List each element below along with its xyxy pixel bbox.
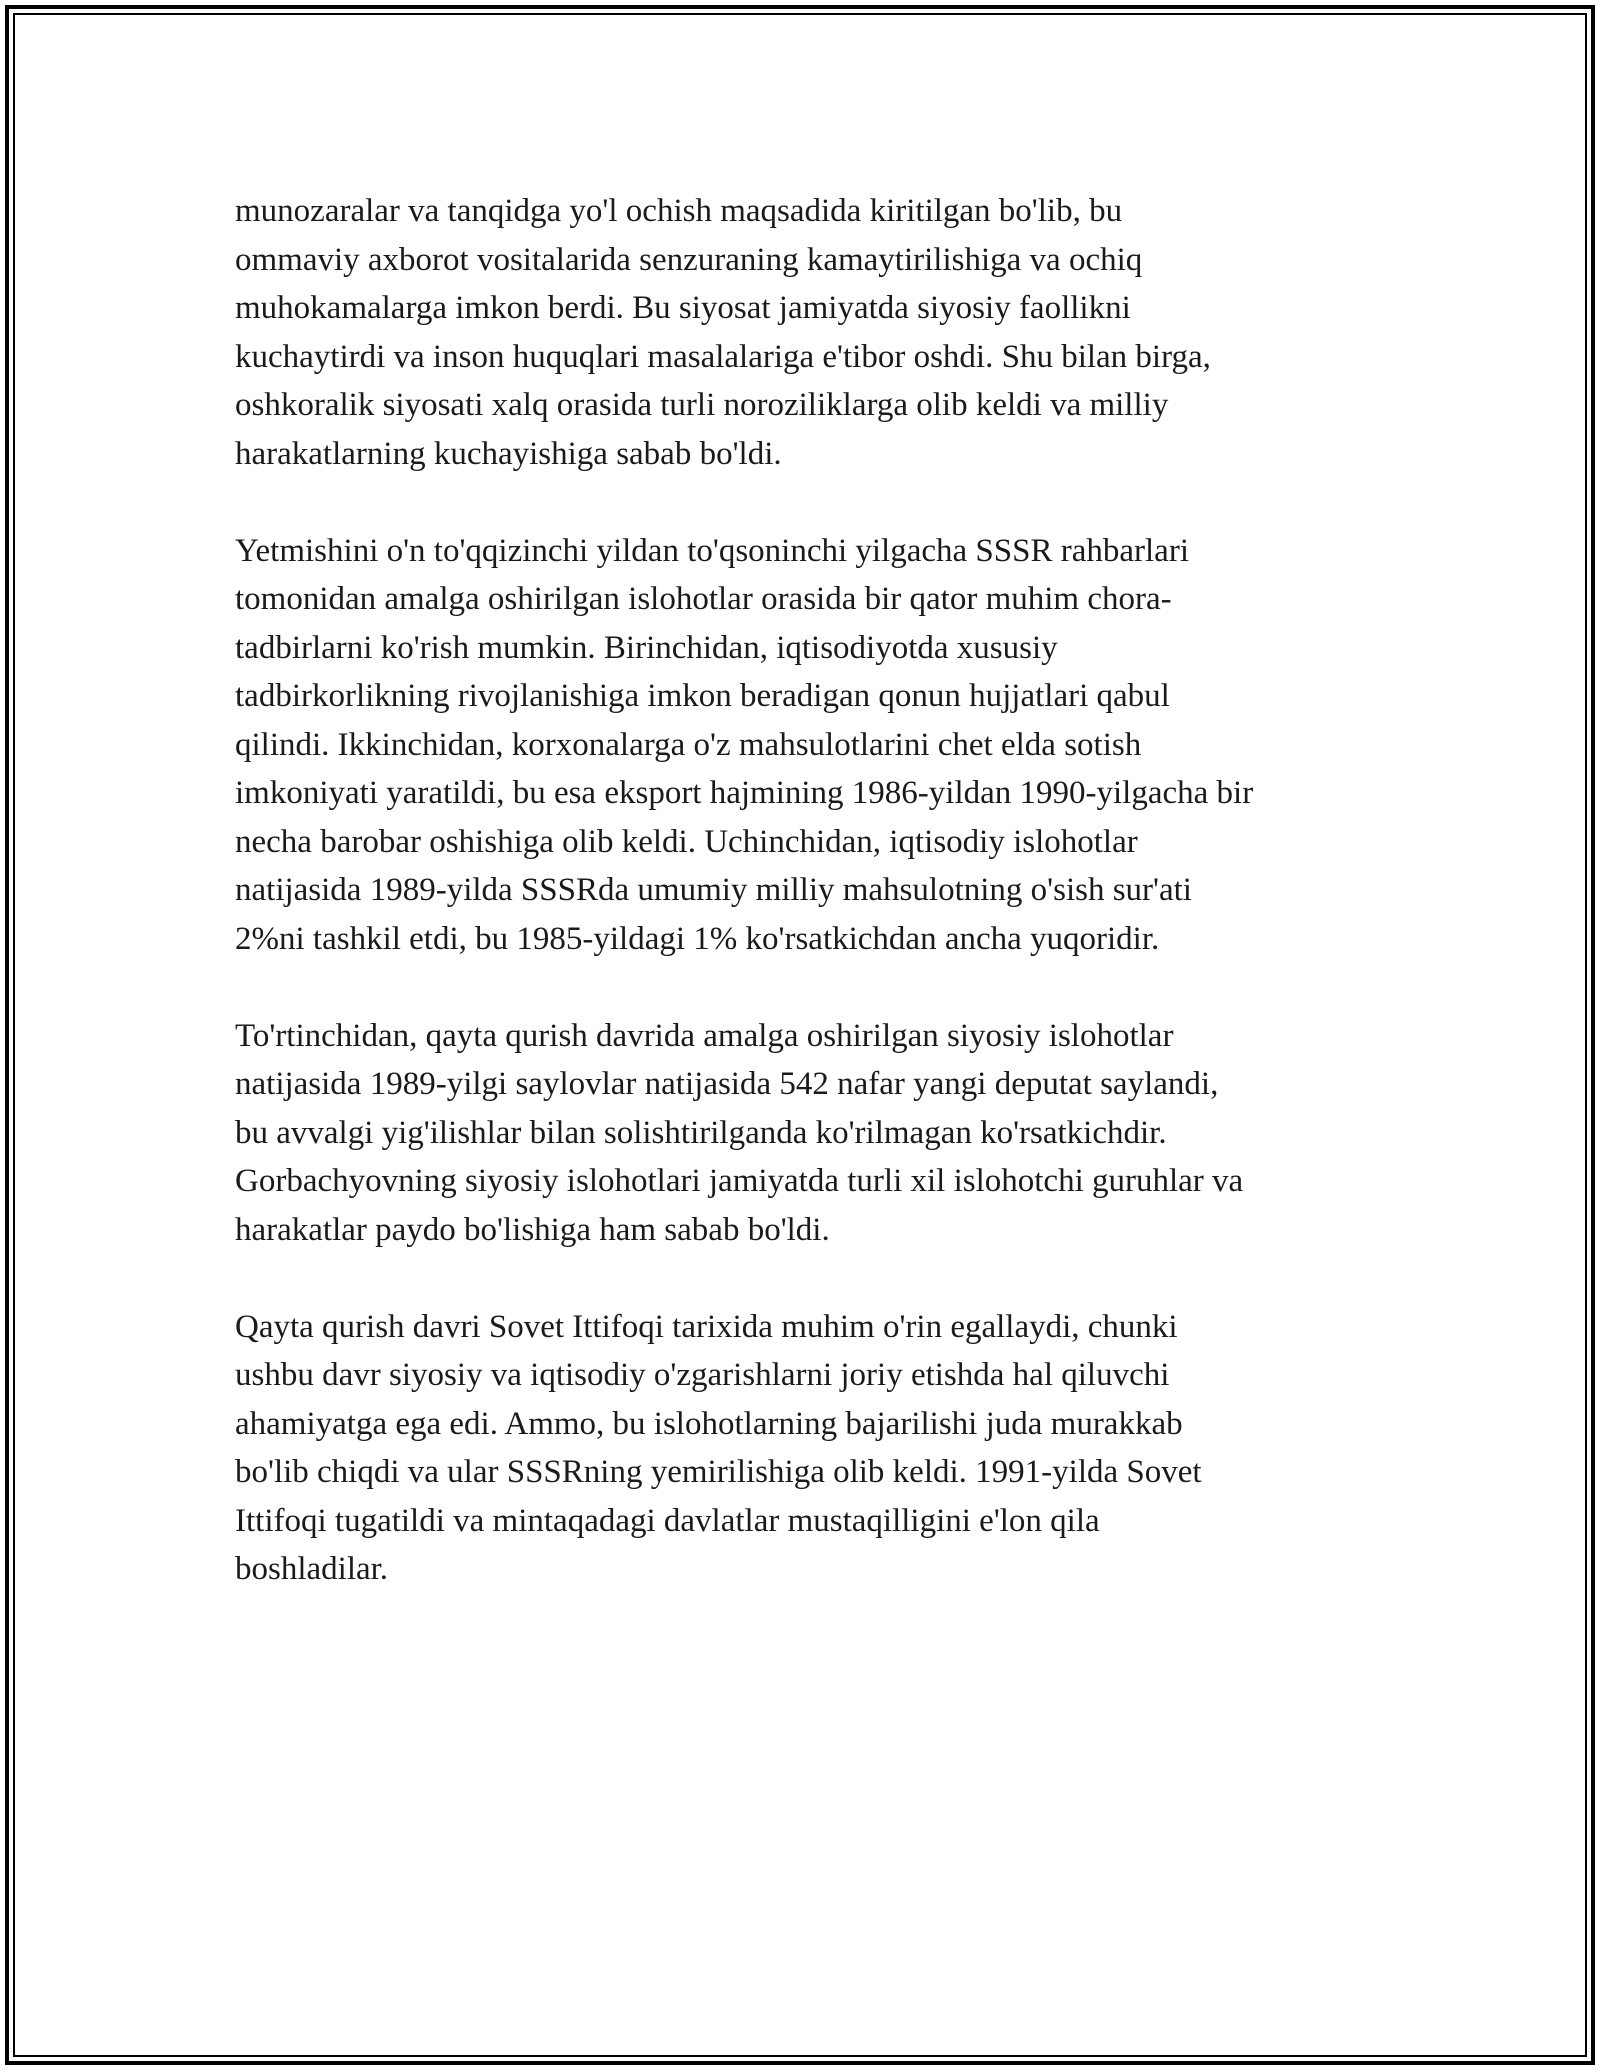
text-line: Yetmishini o'n to'qqizinchi yildan to'qsoninchi yilgacha SSSR rahbarlari xyxy=(235,532,1189,569)
text-line: oshkoralik siyosati xalq orasida turli noroziliklarga olib keldi va milliy xyxy=(235,387,1169,423)
text-line: qilindi. Ikkinchidan, korxonalarga o'z mahsulotlarini chet elda sotish xyxy=(235,726,1142,763)
text-line: muhokamalarga imkon berdi. Bu siyosat jamiyatda siyosiy faollikni xyxy=(235,290,1131,326)
paragraph-3 xyxy=(235,1012,1395,1255)
text-line: necha barobar oshishiga olib keldi. Uchinchidan, iqtisodiy islohotlar xyxy=(235,823,1138,860)
text-line: bo'lib chiqdi va ular SSSRning yemirilishiga olib keldi. 1991-yilda Sovet xyxy=(235,1454,1202,1490)
paragraph-1 xyxy=(235,187,1395,478)
text-line: ahamiyatga ega edi. Ammo, bu islohotlarning bajarilishi juda murakkab xyxy=(235,1405,1183,1442)
text-line: natijasida 1989-yilgi saylovlar natijasida 542 nafar yangi deputat saylandi, xyxy=(235,1066,1219,1102)
text-line: harakatlarning kuchayishiga sabab bo'ldi. xyxy=(235,435,782,472)
text-line: 2%ni tashkil etdi, bu 1985-yildagi 1% ko'rsatkichdan ancha yuqoridir. xyxy=(235,920,1160,957)
text-line: Ittifoqi tugatildi va mintaqadagi davlatlar mustaqilligini e'lon qila xyxy=(235,1502,1100,1539)
document-body xyxy=(235,187,1395,1642)
text-line: tadbirkorlikning rivojlanishiga imkon beradigan qonun hujjatlari qabul xyxy=(235,678,1170,714)
paragraph-4 xyxy=(235,1303,1395,1594)
text-line: To'rtinchidan, qayta qurish davrida amalga oshirilgan siyosiy islohotlar xyxy=(235,1017,1174,1054)
text-line: bu avvalgi yig'ilishlar bilan solishtirilganda ko'rilmagan ko'rsatkichdir. xyxy=(235,1114,1167,1151)
text-line: Gorbachyovning siyosiy islohotlari jamiyatda turli xil islohotchi guruhlar va xyxy=(235,1163,1244,1199)
text-line: boshladilar. xyxy=(235,1551,389,1587)
text-line: ushbu davr siyosiy va iqtisodiy o'zgarishlarni joriy etishda hal qiluvchi xyxy=(235,1357,1170,1393)
paragraph-2 xyxy=(235,527,1395,964)
text-line: Qayta qurish davri Sovet Ittifoqi tarixida muhim o'rin egallaydi, chunki xyxy=(235,1308,1178,1345)
text-line: tadbirlarni ko'rish mumkin. Birinchidan, iqtisodiyotda xususiy xyxy=(235,629,1058,666)
text-line: harakatlar paydo bo'lishiga ham sabab bo'ldi. xyxy=(235,1211,830,1248)
text-line: tomonidan amalga oshirilgan islohotlar orasida bir qator muhim chora- xyxy=(235,581,1172,617)
text-line: ommaviy axborot vositalarida senzuraning kamaytirilishiga va ochiq xyxy=(235,241,1143,278)
text-line: kuchaytirdi va inson huquqlari masalalariga e'tibor oshdi. Shu bilan birga, xyxy=(235,338,1211,375)
text-line: imkoniyati yaratildi, bu esa eksport hajmining 1986-yildan 1990-yilgacha bir xyxy=(235,775,1254,811)
text-line: natijasida 1989-yilda SSSRda umumiy milliy mahsulotning o'sish sur'ati xyxy=(235,872,1192,908)
text-line: munozaralar va tanqidga yo'l ochish maqsadida kiritilgan bo'lib, bu xyxy=(235,193,1123,229)
